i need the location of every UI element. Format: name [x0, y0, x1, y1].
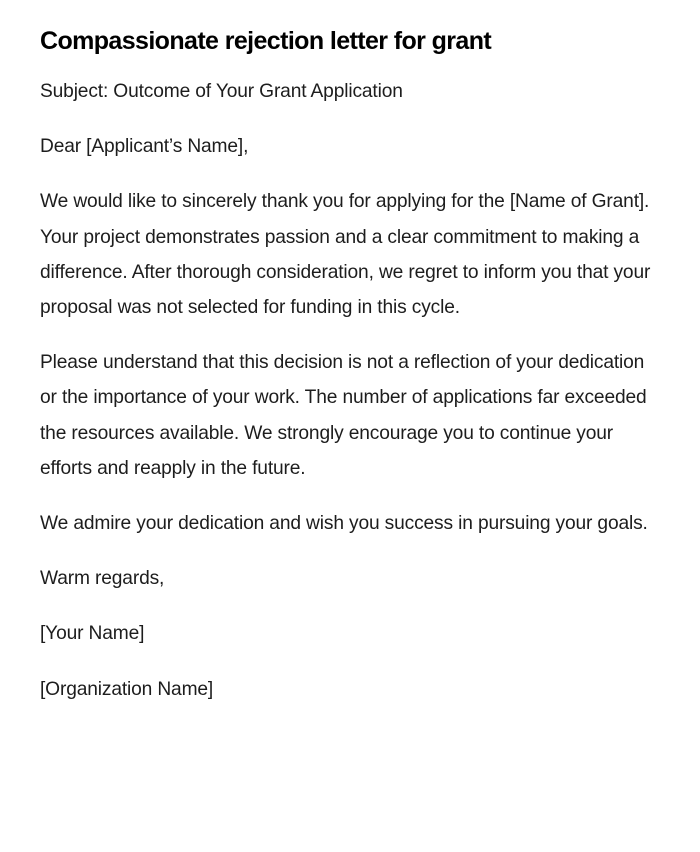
body-paragraph-2: Please understand that this decision is not a reflection of your dedication or the importance of your work. The number of applications far exceeded the resources available. We strongly encourage you to continue your efforts and reapply in the future. — [40, 352, 647, 479]
body-paragraph-3: We admire your dedication and wish you success in pursuing your goals. — [40, 513, 648, 535]
salutation: Dear [Applicant’s Name], — [40, 136, 249, 158]
subject-line: Subject: Outcome of Your Grant Application — [40, 81, 403, 102]
body-paragraph-1: We would like to sincerely thank you for applying for the [Name of Grant]. Your project demonstrates passion and a clear commitment to making a difference. After thorough consideration, we regret to inform you that your proposal was not selected for funding in this cycle. — [40, 191, 651, 319]
closing: Warm regards, — [40, 568, 165, 590]
document-title: Compassionate rejection letter for grant — [40, 27, 492, 55]
signature-organization: [Organization Name] — [40, 678, 214, 700]
signature-name: [Your Name] — [40, 623, 145, 645]
